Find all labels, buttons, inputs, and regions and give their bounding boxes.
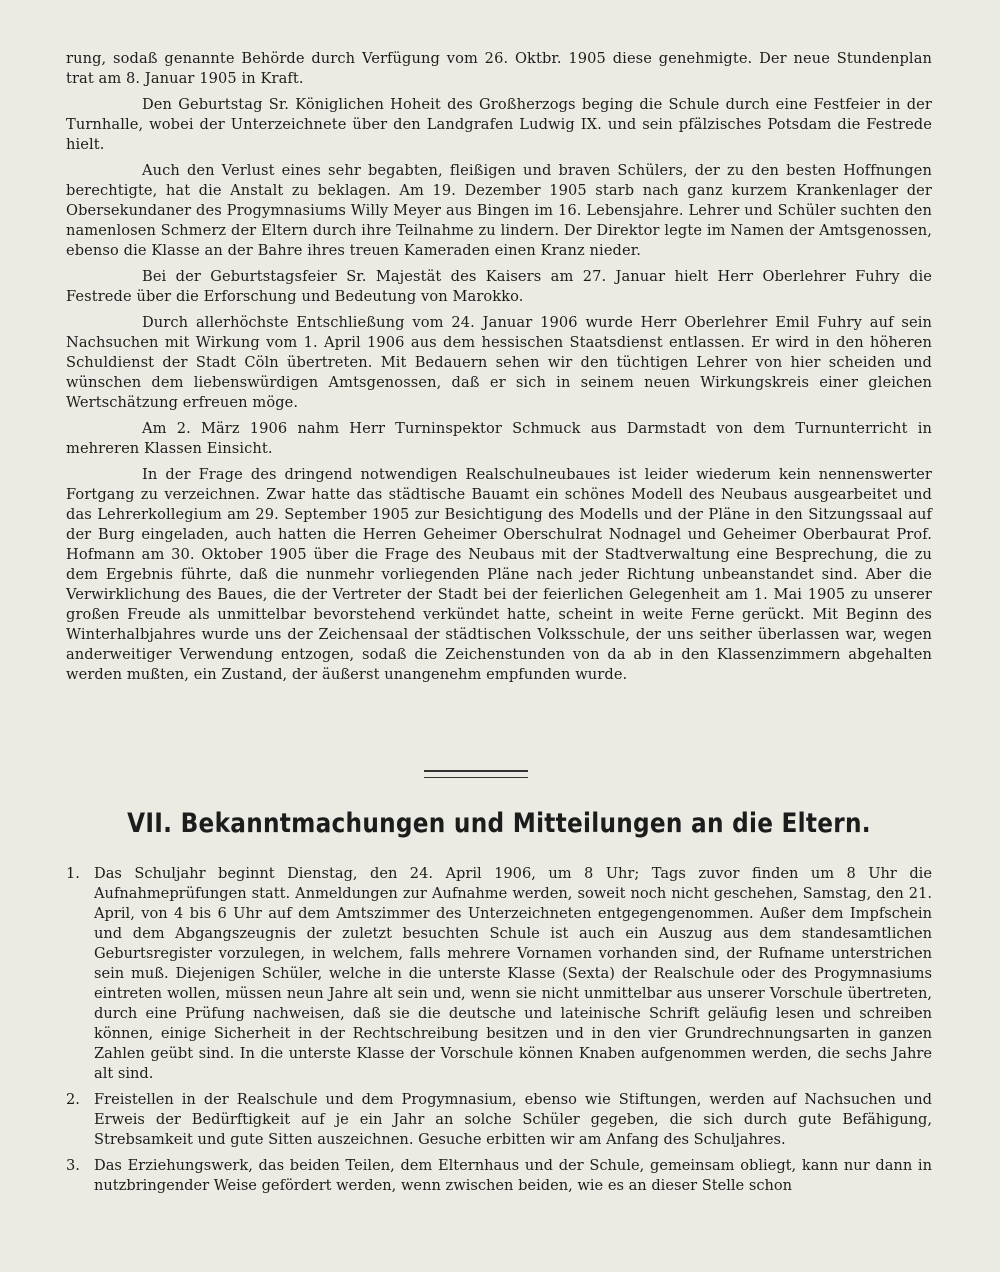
section-divider xyxy=(424,770,528,778)
paragraph-5: Durch allerhöchste Entschließung vom 24. Januar 1906 wurde Herr Oberlehrer Emil Fuhry auf sein Nachsuchen mit Wirkung vom 1. April 1906 aus dem hessischen Staatsdienst entlassen. Er wird in den höheren Schuldienst der Stadt Cöln übertreten. Mit Bedauern sehen wir den tüchtigen Lehrer von hier scheiden und wünschen dem liebenswürdigen Amtsgenossen, daß er sich in seinem neuen Wirkungskreis einer gleichen Wertschätzung erfreuen möge. xyxy=(66,314,932,411)
paragraph-1: rung, sodaß genannte Behörde durch Verfügung vom 26. Oktbr. 1905 diese genehmigte. Der neue Stundenplan trat am 8. Januar 1905 in Kraft. xyxy=(66,50,932,87)
paragraph-2: Den Geburtstag Sr. Königlichen Hoheit des Großherzogs beging die Schule durch eine Festfeier in der Turnhalle, wobei der Unterzeichnete über den Landgrafen Ludwig IX. und sein pfälzisches Potsdam die Festrede hielt. xyxy=(66,96,932,153)
paragraph-4: Bei der Geburtstagsfeier Sr. Majestät des Kaisers am 27. Januar hielt Herr Oberlehrer Fuhry die Festrede über die Erforschung und Bedeutung von Marokko. xyxy=(66,268,932,305)
list-item-number: 2. xyxy=(66,1091,80,1108)
paragraph-7: In der Frage des dringend notwendigen Realschulneubaues ist leider wiederum kein nennenswerter Fortgang zu verzeichnen. Zwar hatte das städtische Bauamt ein schönes Modell des Neubaus ausgearbeitet und das Lehrerkollegium am 29. September 1905 zur Besichtigung des Modells und der Pläne in den Sitzungssaal auf der Burg eingeladen, auch hatten die Herren Geheimer Oberschulrat Nodnagel und Geheimer Oberbaurat Prof. Hofmann am 30. Oktober 1905 über die Frage des Neubaus mit der Stadtverwaltung eine Besprechung, die zu dem Ergebnis führte, daß die nunmehr vorliegenden Pläne nach jeder Richtung unbeanstandet sind. Aber die Verwirklichung des Baues, die der Vertreter der Stadt bei der feierlichen Gelegenheit am 1. Mai 1905 zu unserer großen Freude als unmittelbar bevorstehend verkündet hatte, scheint in weite Ferne gerückt. Mit Beginn des Winterhalbjahres wurde uns der Zeichensaal der städtischen Volksschule, der uns seither überlassen war, wegen anderweitiger Verwendung entzogen, sodaß die Zeichenstunden von da ab in den Klassenzimmern abgehalten werden mußten, ein Zustand, der äußerst unangenehm empfunden wurde. xyxy=(66,466,932,683)
paragraph-3: Auch den Verlust eines sehr begabten, fleißigen und braven Schülers, der zu den besten Hoffnungen berechtigte, hat die Anstalt zu beklagen. Am 19. Dezember 1905 starb nach ganz kurzem Krankenlager der Obersekundaner des Progymnasiums Willy Meyer aus Bingen im 16. Lebensjahre. Lehrer und Schüler suchten den namenlosen Schmerz der Eltern durch ihre Teilnahme zu lindern. Der Direktor legte im Namen der Amtsgenossen, ebenso die Klasse an der Bahre ihres treuen Kameraden einen Kranz nieder. xyxy=(66,162,932,259)
list-item-number: 3. xyxy=(66,1157,80,1174)
list-item xyxy=(66,864,932,1084)
section-vi-continuation xyxy=(66,49,932,691)
list-item xyxy=(66,1156,932,1196)
section-heading: VII. Bekanntmachungen und Mitteilungen an die Eltern. xyxy=(127,808,871,839)
list-item-text: Das Erziehungswerk, das beiden Teilen, dem Elternhaus und der Schule, gemeinsam obliegt, kann nur dann in nutzbringender Weise gefördert werden, wenn zwischen beiden, wie es an dieser Stelle schon xyxy=(94,1157,932,1194)
list-item xyxy=(66,1090,932,1150)
list-item-number: 1. xyxy=(66,865,80,882)
paragraph-6: Am 2. März 1906 nahm Herr Turninspektor Schmuck aus Darmstadt von dem Turnunterricht in mehreren Klassen Einsicht. xyxy=(66,420,932,457)
list-item-text: Das Schuljahr beginnt Dienstag, den 24. April 1906, um 8 Uhr; Tags zuvor finden um 8 Uhr die Aufnahmeprüfungen statt. Anmeldungen zur Aufnahme werden, soweit noch nicht geschehen, Samstag, den 21. April, von 4 bis 6 Uhr auf dem Amtszimmer des Unterzeichneten entgegengenommen. Außer dem Impfschein und dem Abgangszeugnis der zuletzt besuchten Schule ist auch ein Auszug aus dem standesamtlichen Geburtsregister vorzulegen, in welchem, falls mehrere Vornamen vorhanden sind, der Rufname unterstrichen sein muß. Diejenigen Schüler, welche in die unterste Klasse (Sexta) der Realschule oder des Progymnasiums eintreten wollen, müssen neun Jahre alt sein und, wenn sie nicht unmittelbar aus unserer Vorschule übertreten, durch eine Prüfung nachweisen, daß sie die deutsche und lateinische Schrift geläufig lesen und schreiben können, einige Sicherheit in der Rechtschreibung besitzen und in den vier Grundrechnungsarten in ganzen Zahlen geübt sind. In die unterste Klasse der Vorschule können Knaben aufgenommen werden, die sechs Jahre alt sind. xyxy=(94,865,932,1082)
announcement-list xyxy=(66,864,932,1202)
list-item-text: Freistellen in der Realschule und dem Progymnasium, ebenso wie Stiftungen, werden auf Nachsuchen und Erweis der Bedürftigkeit auf je ein Jahr an solche Schüler gegeben, die sich durch gute Befähigung, Strebsamkeit und gute Sitten auszeichnen. Gesuche erbitten wir am Anfang des Schuljahres. xyxy=(94,1091,932,1148)
